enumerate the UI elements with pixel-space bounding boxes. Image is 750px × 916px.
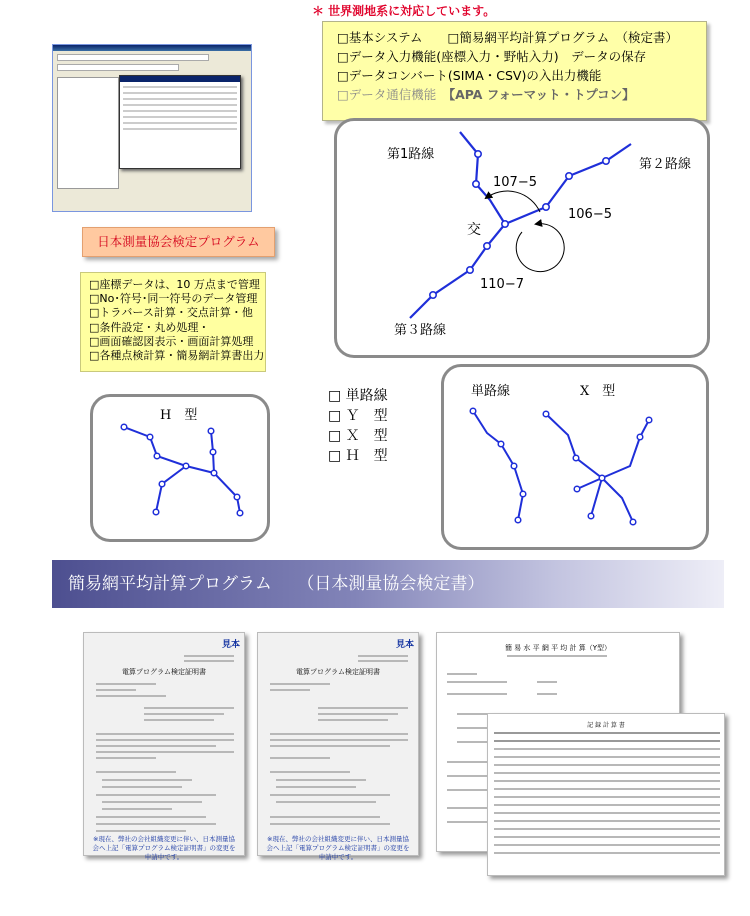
calculation-sheet-title: 簡 易 水 平 網 平 均 計 算（Y型） bbox=[504, 644, 612, 652]
certificate-footnote: ※現在、弊社の会社組織変更に伴い、日本測量協会へ上記「電算プログラム検定証明書」の変更を申請中です。 bbox=[266, 835, 410, 861]
certified-program-label: 日本測量協会検定プログラム bbox=[82, 227, 275, 257]
x-line bbox=[602, 478, 633, 522]
network-type-item: □ Ｘ 型 bbox=[328, 428, 388, 444]
result-table-sheet bbox=[487, 713, 725, 876]
feature-line: □基本システム □簡易網平均計算プログラム （検定書） bbox=[337, 30, 678, 45]
feature-line: □データコンバート(SIMA・CSV)の入出力機能 bbox=[337, 68, 602, 83]
x-line bbox=[577, 478, 602, 489]
sample-watermark: 見本 bbox=[221, 640, 240, 650]
capability-item: □No･符号･同一符号のデータ管理 bbox=[89, 292, 258, 306]
feature-line: □データ入力機能(座標入力・野帖入力) データの保存 bbox=[337, 49, 647, 64]
feature-dim-prefix: □データ通信機能 bbox=[337, 87, 449, 102]
route-1-label: 第1路線 bbox=[387, 147, 435, 162]
feature-dim-bold: 【APA フォーマット・トプコン】 bbox=[448, 87, 635, 102]
network-type-item: □ Ｙ 型 bbox=[328, 408, 388, 424]
angle-label: 107−5 bbox=[493, 175, 537, 190]
route-3-label: 第３路線 bbox=[394, 323, 447, 338]
result-table-title: 記 録 計 算 書 bbox=[587, 722, 625, 729]
angle-label: 106−5 bbox=[568, 207, 612, 222]
certificate-document-1 bbox=[83, 632, 245, 861]
route-2-label: 第２路線 bbox=[639, 157, 692, 172]
network-type-item: □ 単路線 bbox=[328, 388, 388, 404]
sample-watermark: 見本 bbox=[395, 640, 414, 650]
certificate-document-2 bbox=[257, 632, 419, 861]
capability-item: □座標データは、10 万点まで管理 bbox=[89, 278, 260, 291]
capability-item: □各種点検計算・簡易網計算書出力 bbox=[89, 349, 265, 363]
x-line bbox=[546, 414, 602, 516]
h-type-label: H 型 bbox=[160, 408, 198, 423]
angle-label: 110−7 bbox=[480, 277, 524, 292]
network-type-item: □ Ｈ 型 bbox=[328, 448, 388, 464]
certificate-title: 電算プログラム検定証明書 bbox=[122, 668, 206, 676]
x-type-label: X 型 bbox=[580, 384, 616, 399]
junction-label: 交 bbox=[467, 222, 481, 238]
single-route-label: 単路線 bbox=[471, 384, 511, 399]
capability-item: □トラバース計算・交点計算・他 bbox=[89, 306, 253, 320]
capability-item: □条件設定・丸め処理・ bbox=[89, 320, 210, 334]
certificate-footnote: ※現在、弊社の会社組織変更に伴い、日本測量協会へ上記「電算プログラム検定証明書」の変更を申請中です。 bbox=[92, 835, 236, 861]
world-geodetic-notice: ＊ 世界測地系に対応しています。 bbox=[312, 4, 496, 18]
section-banner: 簡易網平均計算プログラム （日本測量協会検定書） bbox=[52, 560, 724, 608]
certificate-title: 電算プログラム検定証明書 bbox=[296, 668, 380, 676]
x-line bbox=[602, 420, 649, 478]
capability-item: □画面確認図表示・画面計算処理 bbox=[89, 334, 254, 348]
